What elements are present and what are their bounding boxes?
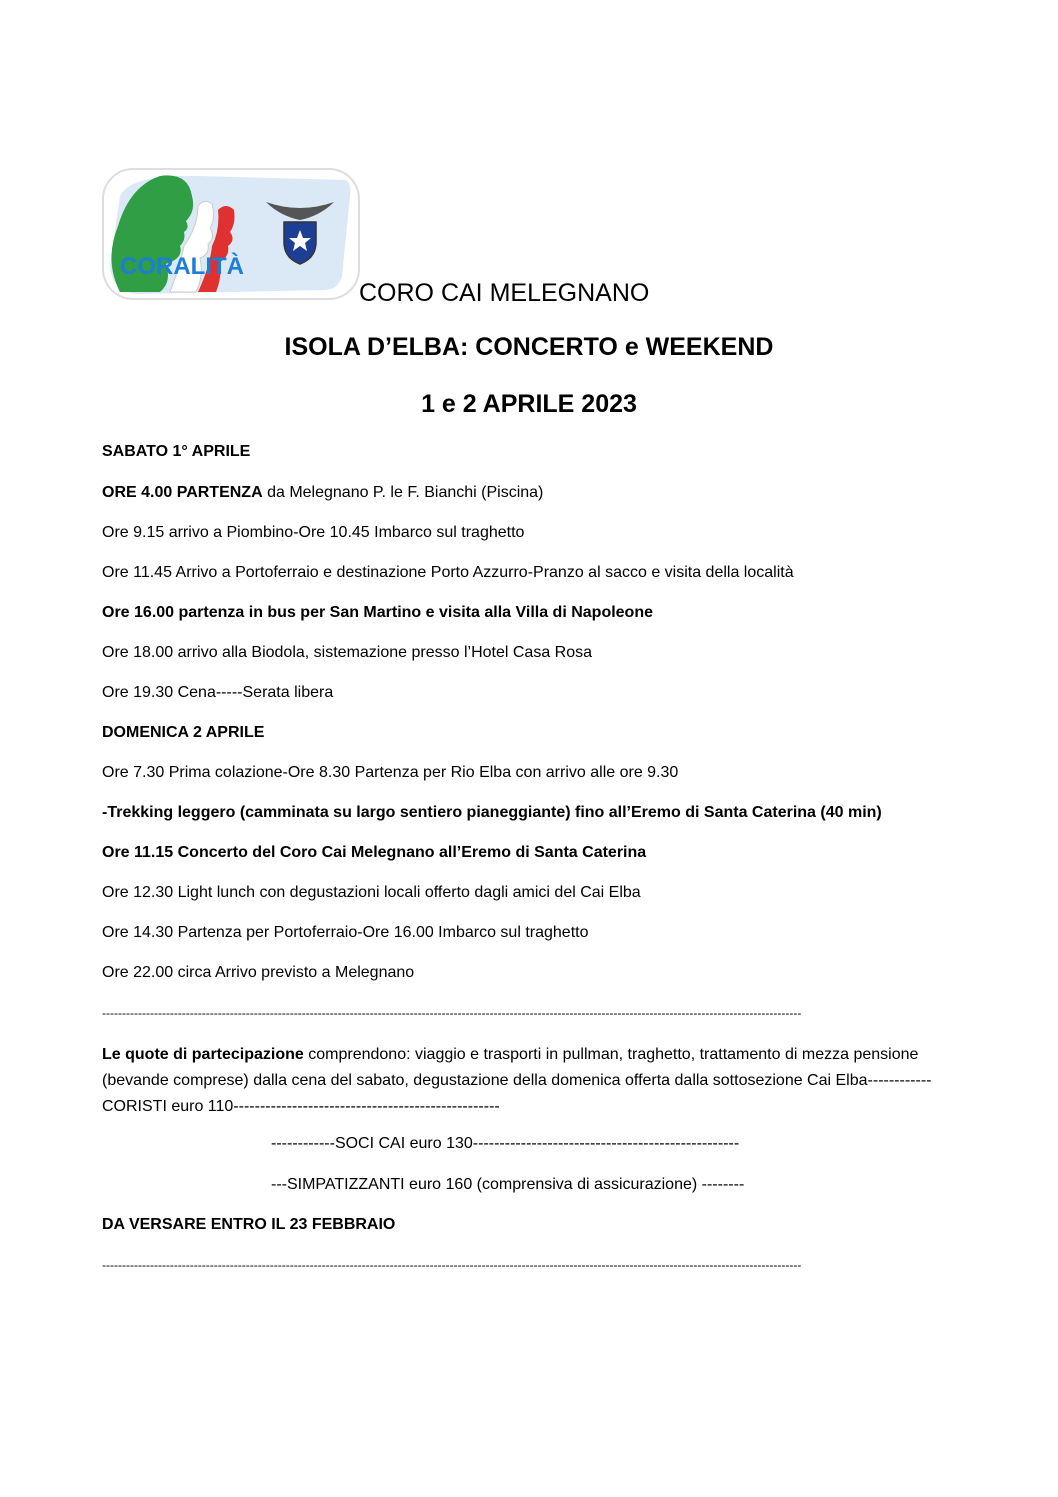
schedule-item: Ore 19.30 Cena-----Serata libera bbox=[102, 684, 334, 701]
schedule-item: Ore 16.00 partenza in bus per San Martino e visita alla Villa di Napoleone bbox=[102, 604, 653, 621]
payment-deadline: DA VERSARE ENTRO IL 23 FEBBRAIO bbox=[102, 1216, 396, 1233]
coralita-cai-logo bbox=[100, 166, 362, 302]
schedule-item: Ore 22.00 circa Arrivo previsto a Melegnano bbox=[102, 964, 415, 981]
day1-heading: SABATO 1° APRILE bbox=[102, 443, 251, 460]
svg-text:CORALITÀ: CORALITÀ bbox=[120, 253, 244, 280]
event-title: ISOLA D’ELBA: CONCERTO e WEEKEND bbox=[284, 333, 774, 361]
price-simpatizzanti: ---SIMPATIZZANTI euro 160 (comprensiva di assicurazione) -------- bbox=[271, 1176, 745, 1193]
organization-title: CORO CAI MELEGNANO bbox=[359, 279, 650, 307]
schedule-item: Ore 11.45 Arrivo a Portoferraio e destinazione Porto Azzurro-Pranzo al sacco e visita della località bbox=[102, 564, 794, 581]
schedule-item: Ore 18.00 arrivo alla Biodola, sistemazione presso l’Hotel Casa Rosa bbox=[102, 644, 593, 661]
day2-heading: DOMENICA 2 APRILE bbox=[102, 724, 265, 741]
schedule-item: Ore 14.30 Partenza per Portoferraio-Ore 16.00 Imbarco sul traghetto bbox=[102, 924, 589, 941]
event-dates: 1 e 2 APRILE 2023 bbox=[421, 390, 637, 418]
schedule-item: Ore 9.15 arrivo a Piombino-Ore 10.45 Imbarco sul traghetto bbox=[102, 524, 525, 541]
schedule-item: Ore 11.15 Concerto del Coro Cai Melegnano all’Eremo di Santa Caterina bbox=[102, 844, 647, 861]
schedule-item: Ore 12.30 Light lunch con degustazioni locali offerto dagli amici del Cai Elba bbox=[102, 884, 641, 901]
schedule-item: ORE 4.00 PARTENZA da Melegnano P. le F. Bianchi (Piscina) bbox=[102, 484, 544, 501]
dashed-separator: ------------------------------------------------------------------------------------------------------------------------------------------------------------------------------- bbox=[102, 1006, 802, 1020]
schedule-item: -Trekking leggero (camminata su largo sentiero pianeggiante) fino all’Eremo di Santa Caterina (40 min) bbox=[102, 804, 882, 821]
quotes-paragraph: Le quote di partecipazione comprendono: viaggio e trasporti in pullman, traghetto, trattamento di mezza pensione (bevande comprese) dalla cena del sabato, degustazione della domenica offerta dalla sottosezione Cai Elba------------CORISTI euro 110-------------------------------------------------- bbox=[102, 1046, 932, 1115]
price-soci: ------------SOCI CAI euro 130-------------------------------------------------- bbox=[271, 1135, 740, 1152]
schedule-item: Ore 7.30 Prima colazione-Ore 8.30 Partenza per Rio Elba con arrivo alle ore 9.30 bbox=[102, 764, 679, 781]
dashed-separator: ------------------------------------------------------------------------------------------------------------------------------------------------------------------------------- bbox=[102, 1258, 802, 1272]
